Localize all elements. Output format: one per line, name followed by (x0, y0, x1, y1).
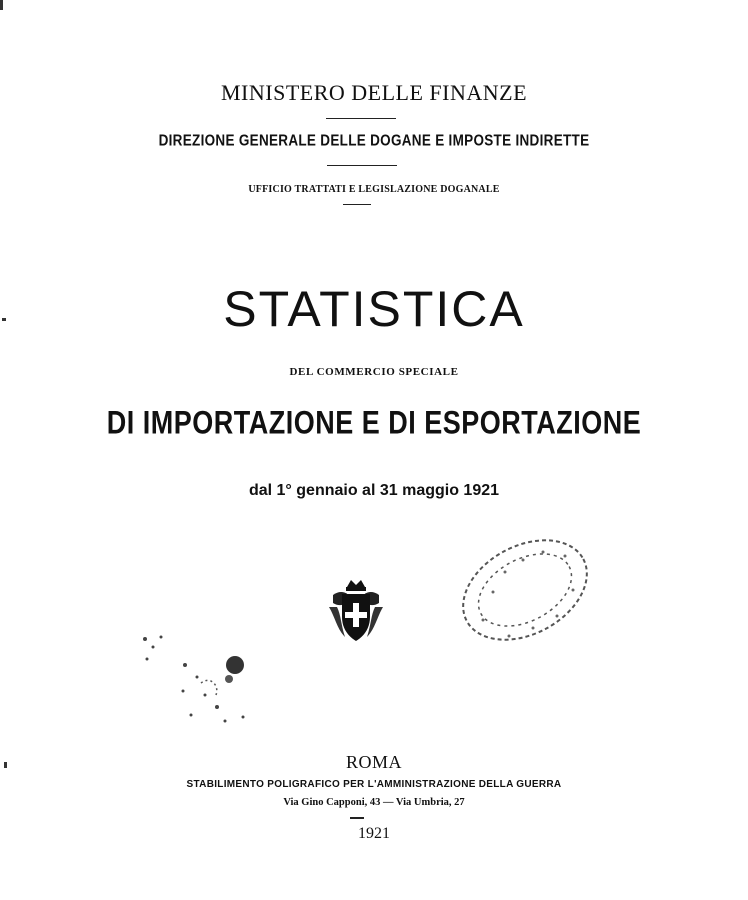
divider (350, 817, 364, 819)
imprint-address: Via Gino Capponi, 43 — Via Umbria, 27 (283, 797, 465, 808)
divider (327, 165, 397, 166)
ink-stain (125, 625, 265, 735)
main-heading: DI IMPORTAZIONE E DI ESPORTAZIONE (106, 404, 642, 441)
date-range: dal 1° gennaio al 31 maggio 1921 (248, 482, 500, 499)
royal-coat-of-arms-icon (327, 577, 385, 645)
imprint-city: ROMA (345, 752, 402, 772)
imprint-printer: STABILIMENTO POLIGRAFICO PER L'AMMINISTRAZIONE DELLA GUERRA (186, 779, 562, 790)
library-stamp-icon (453, 520, 598, 660)
ministry-name: MINISTERO DELLE FINANZE (220, 80, 528, 105)
page-title: STATISTICA (223, 281, 525, 337)
imprint-year: 1921 (358, 825, 390, 842)
subtitle: DEL COMMERCIO SPECIALE (289, 366, 459, 378)
direction-name: DIREZIONE GENERALE DELLE DOGANE E IMPOSTE INDIRETTE (158, 131, 590, 150)
scan-edge-mark (0, 0, 3, 10)
divider (343, 204, 371, 205)
office-name: UFFICIO TRATTATI E LEGISLAZIONE DOGANALE (248, 184, 500, 195)
divider (326, 118, 396, 119)
